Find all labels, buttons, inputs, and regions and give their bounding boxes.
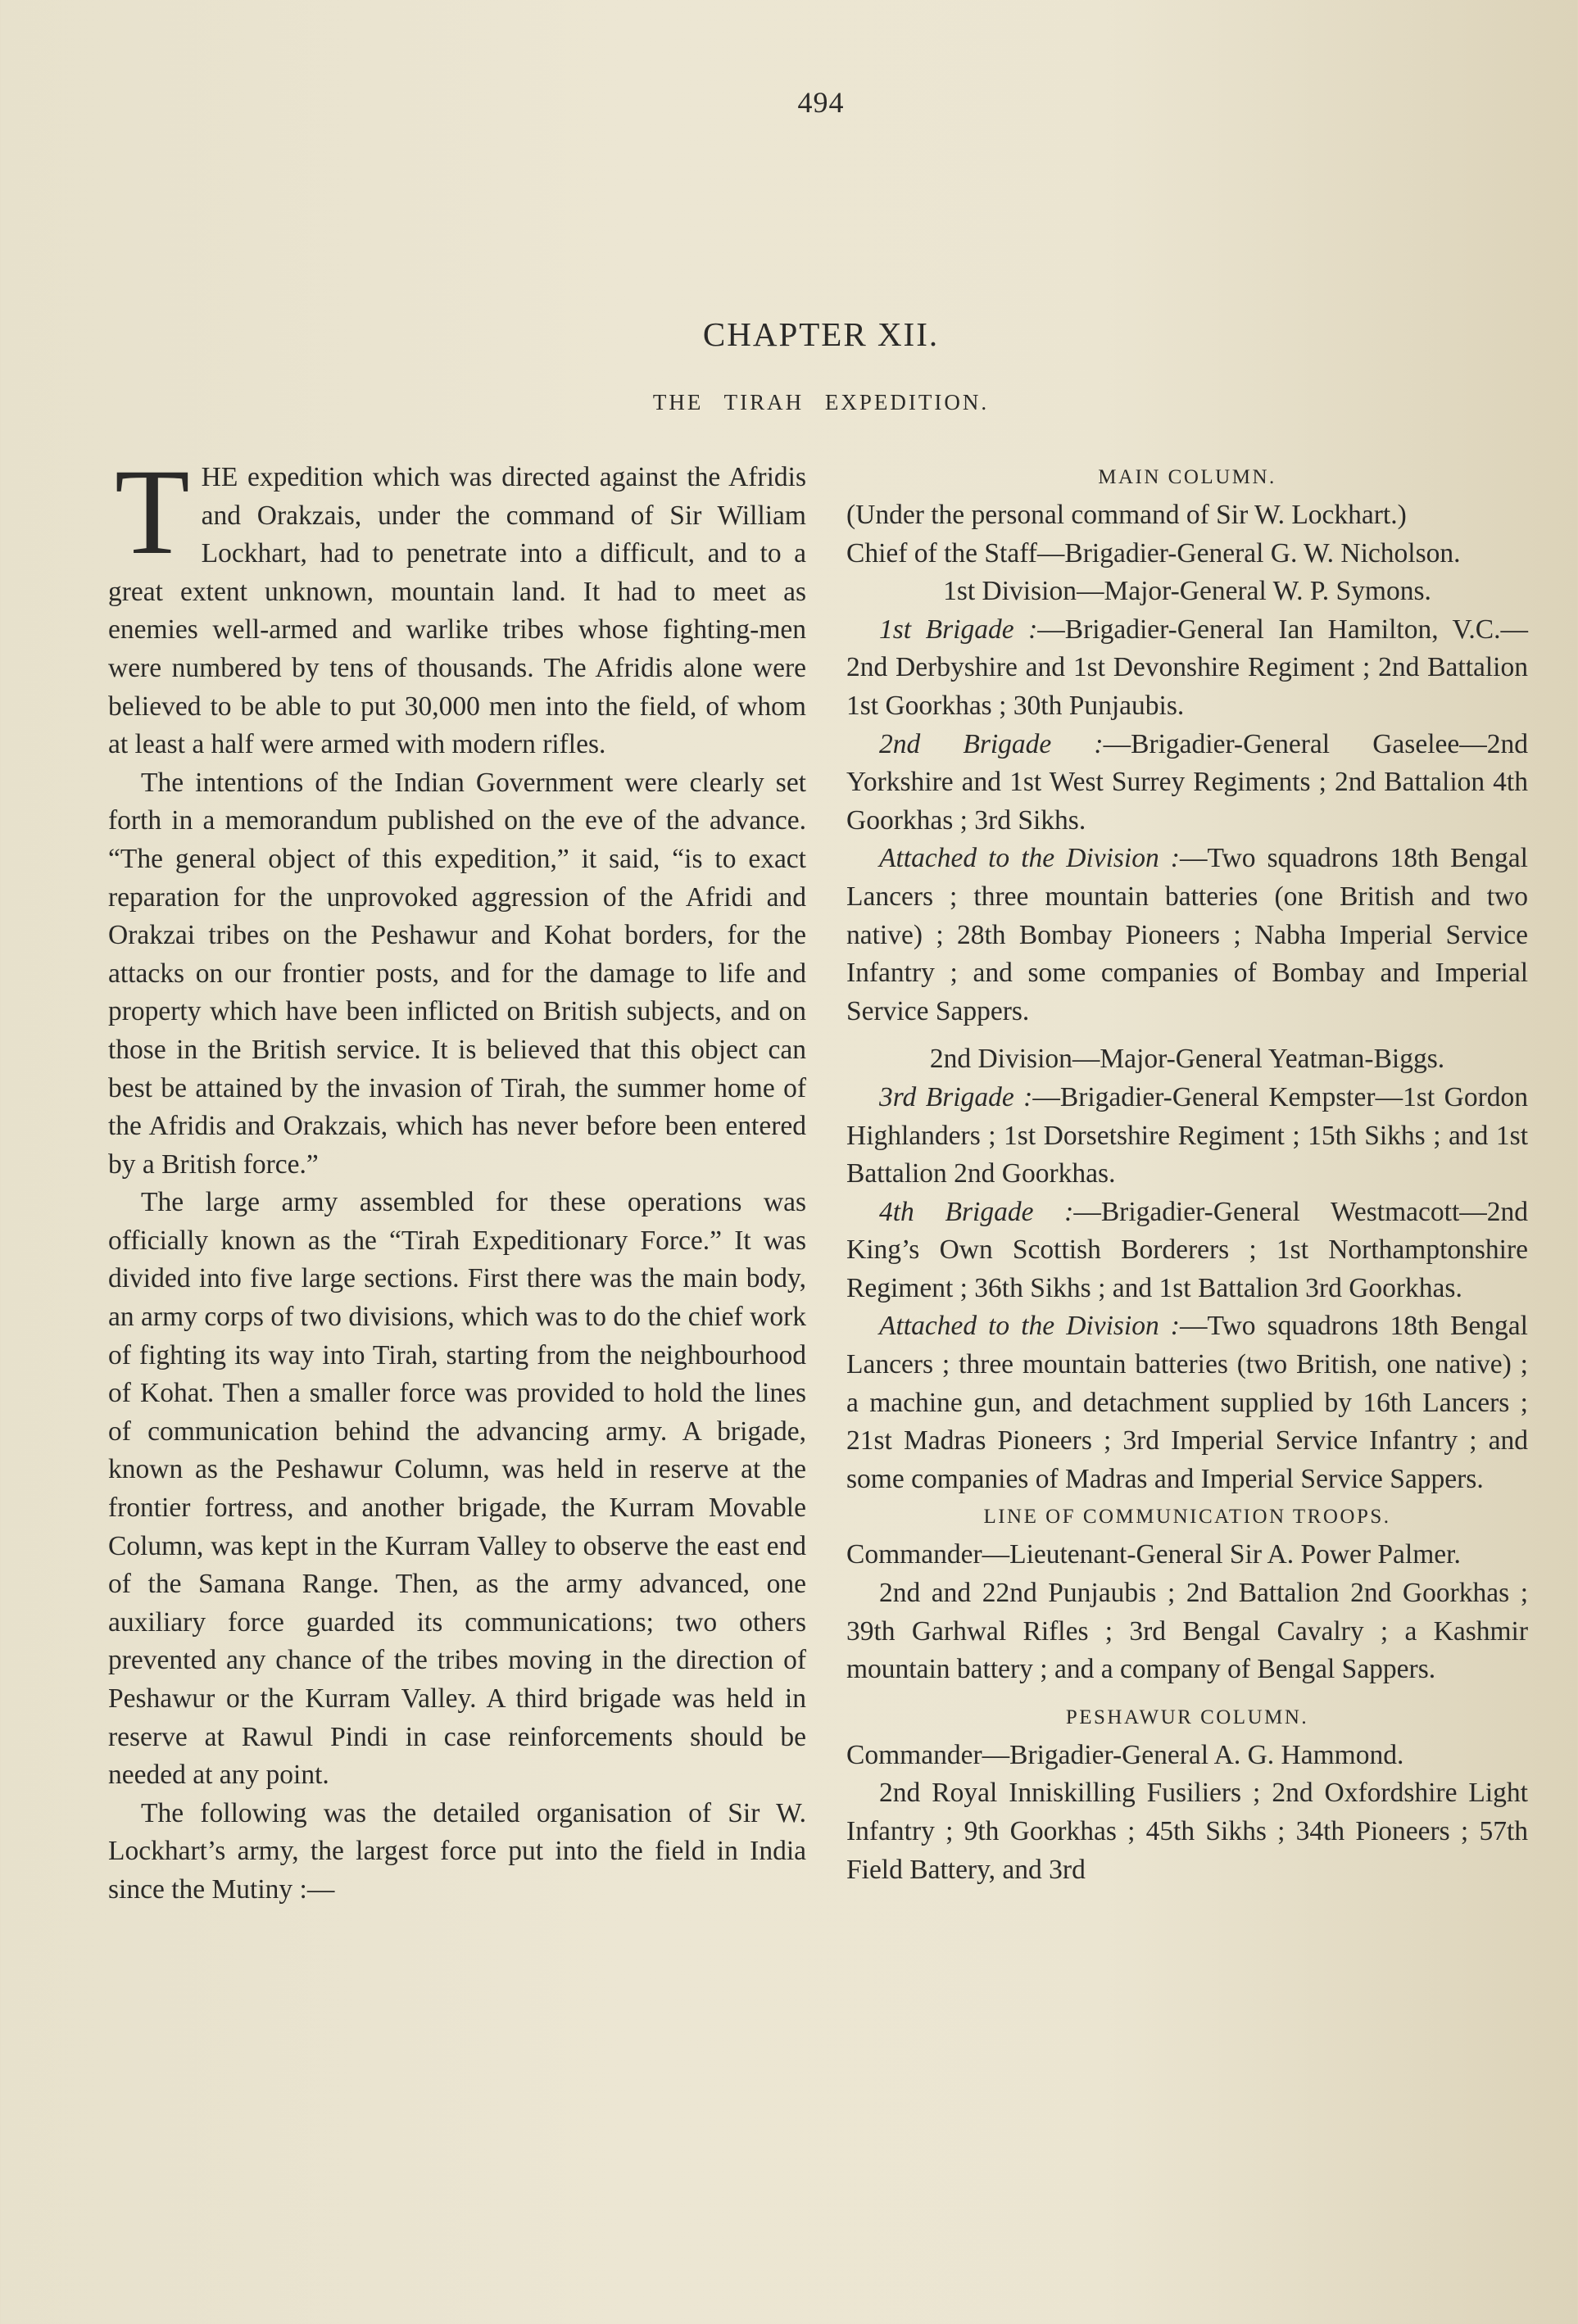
brigade-1-label: 1st Brigade : [879,614,1038,645]
page-number: 494 [797,86,845,119]
right-column [846,459,1528,1889]
attached-1-label: Attached to the Division : [879,843,1180,874]
main-column-heading: MAIN COLUMN. [1098,466,1276,488]
division-1-heading: 1st Division—Major-General W. P. Symons. [943,576,1431,607]
peshawur-commander: Commander—Brigadier-General A. G. Hammond. [846,1739,1404,1770]
chapter-title: CHAPTER XII. [702,315,940,353]
brigade-2-label: 2nd Brigade : [879,728,1104,759]
paragraph-army: The large army assembled for these operations was officially known as the “Tirah Expeditionary Force.” It was divided into five large sections. First there was the main body, an army corps of two divisions, which was to do the chief work of fighting its way into Tirah, starting from the neighbourhood of Kohat. Then a smaller force was provided to hold the lines of communication behind the advancing army. A brigade, known as the Peshawur Column, was held in reserve at the frontier fortress, and another brigade, the Kurram Movable Column, was kept in the Kurram Valley to observe the east end of the Samana Range. Then, as the army advanced, one auxiliary force guarded its communications; two others prevented any chance of the tribes moving in the direction of Peshawur or the Kurram Valley. A third brigade was held in reserve at Rawul Pindi in case reinforcements should be needed at any point. [108,1187,806,1791]
brigade-4-text: —Brigadier-General Westmacott—2nd King’s Own Scottish Borderers ; 1st Northamptonshire Regiment ; 36th Sikhs ; and 1st Battalion 3rd Goorkhas. [846,1196,1529,1303]
paragraph-intro-text: HE expedition which was directed against the Afridis and Orakzais, under the command of Sir William Lockhart, had to penetrate into a difficult, and to a great extent unknown, mountain land. It had to meet as enemies well-armed and warlike tribes whose fighting-men were numbered by tens of thousands. The Afridis alone were believed to be able to put 30,000 men into the field, of whom at least a half were armed with modern rifles. [108,462,806,760]
loc-heading: LINE OF COMMUNICATION TROOPS. [983,1506,1391,1529]
attached-2-text: —Two squadrons 18th Bengal Lancers ; three mountain batteries (two British, one native) ; a machine gun, and detachment supplied by 16th Lancers ; 21st Madras Pioneers ; 3rd Imperial Service Infantry ; and some companies of Madras and Imperial Service Sappers. [846,1311,1528,1494]
command-note: (Under the personal command of Sir W. Lockhart.) [846,500,1407,530]
brigade-3 [846,1079,1528,1194]
paragraph-intro [108,444,806,764]
attached-division-1 [846,840,1528,1031]
drop-cap: T [115,444,190,580]
attached-2-label: Attached to the Division : [879,1311,1180,1342]
left-column [108,444,806,1909]
chapter-subtitle: THE TIRAH EXPEDITION. [652,390,990,415]
brigade-3-text: —Brigadier-General Kempster—1st Gordon Highlanders ; 1st Dorsetshire Regiment ; 15th Sikhs ; and 1st Battalion 2nd Goorkhas. [846,1081,1528,1189]
attached-division-2 [846,1307,1528,1498]
brigade-4 [846,1194,1528,1308]
paragraph-intentions: The intentions of the Indian Government were clearly set forth in a memorandum published on the eve of the advance. “The general object of this expedition,” it said, “is to exact reparation for the unprovoked aggression of the Afridi and Orakzai tribes on the Peshawur and Kohat borders, for the attacks on our frontier posts, and for the damage to life and property which have been inflicted on British subjects, and on those in the British service. It is believed that this object can best be attained by the invasion of Tirah, the summer home of the Afridis and Orakzais, which has never before been entered by a British force.” [108,767,806,1180]
brigade-2-text: —Brigadier-General Gaselee—2nd Yorkshire and 1st West Surrey Regiments ; 2nd Battalion 4th Goorkhas ; 3rd Sikhs. [846,728,1528,836]
attached-1-text: —Two squadrons 18th Bengal Lancers ; three mountain batteries (one British and two native) ; 28th Bombay Pioneers ; Nabha Imperial Service Infantry ; and some companies of Bombay and Imperial Service Sappers. [846,843,1528,1026]
peshawur-heading: PESHAWUR COLUMN. [1065,1706,1309,1728]
peshawur-text: 2nd Royal Inniskilling Fusiliers ; 2nd Oxfordshire Light Infantry ; 9th Goorkhas ; 45th Sikhs ; 34th Pioneers ; 57th Field Battery, and 3rd [846,1778,1528,1885]
brigade-2 [846,726,1528,840]
chief-of-staff: Chief of the Staff—Brigadier-General G. W. Nicholson. [846,537,1461,569]
loc-commander: Commander—Lieutenant-General Sir A. Power Palmer. [846,1539,1461,1570]
brigade-1-text: —Brigadier-General Ian Hamilton, V.C.—2nd Derbyshire and 1st Devonshire Regiment ; 2nd Battalion 1st Goorkhas ; 30th Punjaubis. [846,614,1528,721]
division-2-heading: 2nd Division—Major-General Yeatman-Biggs. [929,1044,1445,1075]
brigade-4-label: 4th Brigade : [879,1196,1074,1227]
brigade-1 [846,611,1528,726]
loc-text: 2nd and 22nd Punjaubis ; 2nd Battalion 2nd Goorkhas ; 39th Garhwal Rifles ; 3rd Bengal Cavalry ; a Kashmir mountain battery ; and a company of Bengal Sappers. [846,1578,1528,1685]
brigade-3-label: 3rd Brigade : [879,1081,1033,1112]
paragraph-organisation: The following was the detailed organisation of Sir W. Lockhart’s army, the largest force put into the field in India since the Mutiny :— [108,1797,806,1905]
spacer [846,1689,1528,1699]
spacer [846,1031,1528,1040]
